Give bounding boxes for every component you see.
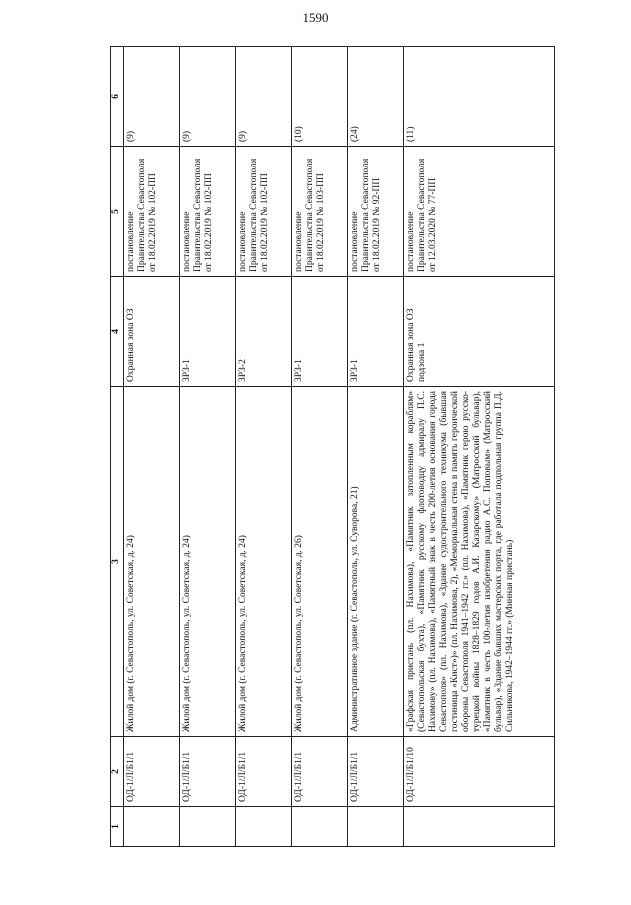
- cell-number: (10): [292, 47, 348, 147]
- table-container: [110, 47, 555, 847]
- cell-object-name: Жилой дом (г. Севастополь, ул. Советская, д. 26): [292, 387, 348, 737]
- cell-zone: Охранная зона ОЗ подзона 1: [404, 277, 555, 387]
- cell-index: [348, 807, 404, 847]
- cell-object-name: Административное здание (г. Севастополь, ул. Суворова, 21): [348, 387, 404, 737]
- cell-number: (9): [236, 47, 292, 147]
- cell-number: (9): [180, 47, 236, 147]
- header-col-6: 6: [111, 47, 124, 147]
- table-row: [180, 47, 236, 847]
- header-col-4: 4: [111, 277, 124, 387]
- cell-zone: ЗРЗ-1: [180, 277, 236, 387]
- zones-table: [110, 46, 555, 847]
- table-row: [236, 47, 292, 847]
- table-row: [404, 47, 555, 847]
- cell-code: ОД-1/Л/Б1/1: [180, 737, 236, 807]
- cell-code: ОД-1/Л/Б1/1: [292, 737, 348, 807]
- cell-index: [404, 807, 555, 847]
- cell-code: ОД-1/Л/Б1/1: [236, 737, 292, 807]
- cell-code: ОД-1/Л/Б1/10: [404, 737, 555, 807]
- header-col-5: 5: [111, 147, 124, 277]
- cell-document: постановление Правительства Севастополя от 18.02.2019 № 103-ПП: [292, 147, 348, 277]
- cell-index: [180, 807, 236, 847]
- cell-zone: Охранная зона ОЗ: [124, 277, 180, 387]
- table-row: [292, 47, 348, 847]
- cell-zone: ЗРЗ-2: [236, 277, 292, 387]
- cell-object-name: «Графская пристань (пл. Нахимова), «Памятник затопленным кораблям» (Севастопольская бухта), «Памятник русскому флотоводцу адмиралу П.С. Нахимову» (пл. Нахимова), «Памятный знак в честь 200-летия основания города Севастополя» (пл. Нахимова), «Здание судостроительного техникума (бывшая гостиница «Кист»)» (пл. Нахимова, 2), «Мемориальная стена в память героической обороны Севастополя 1941–1942 гг.» (пл. Нахимова), «Памятник герою русско-турецкой войны 1828–1829 годов А.И. Казарскому» (Матросский бульвар), «Памятник в честь 100-летия изобретения радио А.С. Поповым» (Матросский бульвар), «Здание бывших мастерских порта, где работала подпольная группа П.Д. Сильникова, 1942–1944 гг.» (Минная пристань): [404, 387, 555, 737]
- table-header-row: [111, 47, 124, 847]
- table-row: [348, 47, 404, 847]
- cell-document: постановление Правительства Севастополя от 12.03.2020 № 77-ПП: [404, 147, 555, 277]
- header-col-2: 2: [111, 737, 124, 807]
- table-row: [124, 47, 180, 847]
- cell-object-name: Жилой дом (г. Севастополь, ул. Советская, д. 24): [180, 387, 236, 737]
- cell-document: постановление Правительства Севастополя от 18.02.2019 № 102-ПП: [236, 147, 292, 277]
- cell-code: ОД-1/Л/Б1/1: [348, 737, 404, 807]
- cell-number: (11): [404, 47, 555, 147]
- cell-document: постановление Правительства Севастополя от 18.02.2019 № 92-ПП: [348, 147, 404, 277]
- cell-zone: ЗРЗ-1: [292, 277, 348, 387]
- cell-document: постановление Правительства Севастополя от 18.02.2019 № 102-ПП: [124, 147, 180, 277]
- cell-index: [124, 807, 180, 847]
- cell-object-name: Жилой дом (г. Севастополь, ул. Советская, д. 24): [236, 387, 292, 737]
- cell-number: (9): [124, 47, 180, 147]
- cell-number: (24): [348, 47, 404, 147]
- page-number: 1590: [302, 10, 329, 25]
- header-col-3: 3: [111, 387, 124, 737]
- cell-object-name: Жилой дом (г. Севастополь, ул. Советская, д. 24): [124, 387, 180, 737]
- cell-code: ОД-1/Л/Б1/1: [124, 737, 180, 807]
- cell-zone: ЗРЗ-1: [348, 277, 404, 387]
- header-col-1: 1: [111, 807, 124, 847]
- cell-index: [292, 807, 348, 847]
- cell-document: постановление Правительства Севастополя от 18.02.2019 № 102-ПП: [180, 147, 236, 277]
- cell-index: [236, 807, 292, 847]
